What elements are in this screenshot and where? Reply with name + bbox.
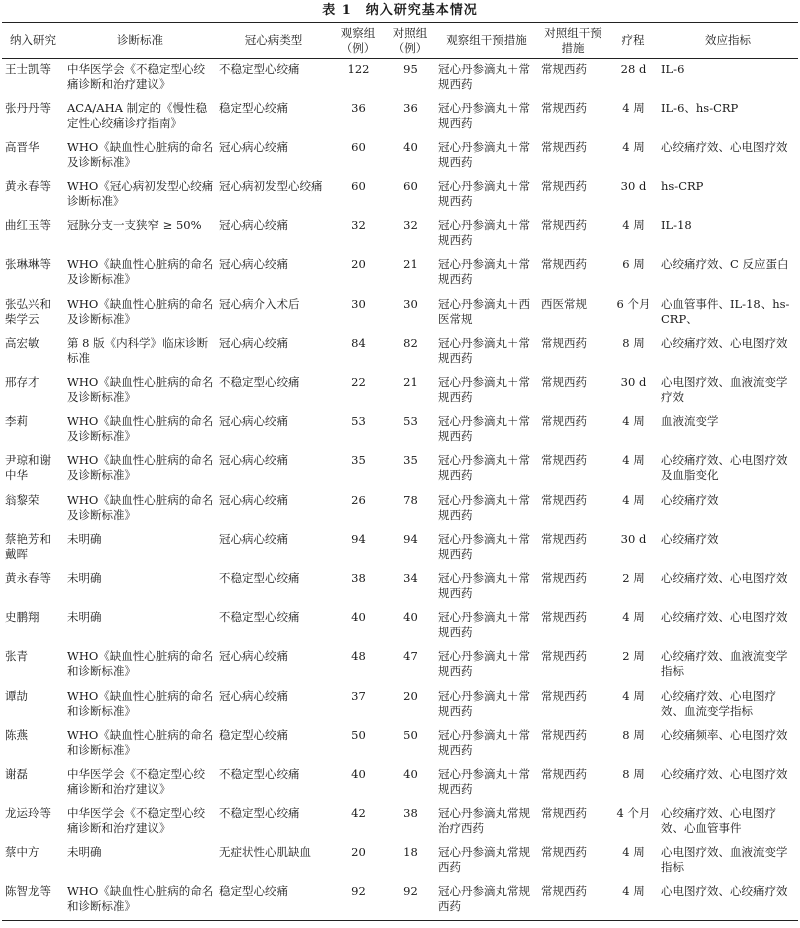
cell-duration: 30 d bbox=[620, 179, 647, 194]
cell-control-n: 40 bbox=[403, 139, 418, 154]
cell-duration: 2 周 bbox=[622, 570, 645, 585]
cell-outcomes: 心血管事件、IL-18、hs-CRP、 bbox=[661, 296, 790, 326]
cell-study: 史鹏翔 bbox=[5, 610, 40, 625]
cell-observe-n: 22 bbox=[351, 375, 366, 389]
cell-duration: 8 周 bbox=[622, 335, 645, 350]
header-study: 纳入研究 bbox=[10, 33, 56, 47]
cell-duration: 8 周 bbox=[622, 727, 645, 742]
cell-observe-n: 30 bbox=[351, 296, 366, 311]
table-row bbox=[2, 764, 798, 803]
cell-outcomes: 心绞痛疗效、血液流变学指标 bbox=[661, 649, 788, 679]
table-row bbox=[2, 607, 798, 646]
cell-type: 稳定型心绞痛 bbox=[219, 100, 288, 115]
cell-control-intervention: 常规西药 bbox=[541, 727, 587, 742]
table-row bbox=[2, 98, 798, 137]
cell-control-intervention: 常规西药 bbox=[541, 492, 587, 507]
header-duration: 疗程 bbox=[621, 33, 645, 47]
cell-type: 冠心病心绞痛 bbox=[219, 414, 288, 429]
cell-observe-n: 26 bbox=[351, 492, 366, 507]
cell-duration: 8 周 bbox=[622, 766, 645, 781]
cell-study: 尹琼和谢中华 bbox=[5, 453, 51, 483]
cell-study: 张琳琳等 bbox=[5, 257, 51, 272]
cell-control-intervention: 常规西药 bbox=[541, 610, 587, 625]
cell-observe-intervention: 冠心丹参滴丸＋常规西药 bbox=[438, 414, 530, 444]
table-row bbox=[2, 725, 798, 764]
cell-control-n: 92 bbox=[403, 884, 418, 899]
cell-control-n: 36 bbox=[403, 100, 418, 115]
cell-observe-n: 40 bbox=[351, 766, 366, 781]
cell-criteria: WHO《缺血性心脏病的命名和诊断标准》 bbox=[67, 688, 214, 718]
cell-study: 蔡中方 bbox=[5, 845, 40, 860]
table-caption: 表 1 纳入研究基本情况 bbox=[322, 3, 478, 18]
table-row bbox=[2, 803, 798, 842]
cell-outcomes: 心绞痛疗效、心电图疗效 bbox=[661, 570, 788, 585]
cell-control-n: 32 bbox=[403, 218, 418, 233]
cell-outcomes: 心电图疗效、血液流变学疗效 bbox=[661, 375, 788, 404]
cell-criteria: 未明确 bbox=[67, 531, 102, 546]
table-row bbox=[2, 254, 798, 293]
cell-observe-intervention: 冠心丹参滴丸＋常规西药 bbox=[438, 688, 530, 718]
cell-observe-n: 36 bbox=[351, 100, 366, 115]
cell-duration: 4 周 bbox=[622, 845, 645, 860]
cell-control-intervention: 西医常规 bbox=[541, 296, 587, 311]
cell-duration: 6 周 bbox=[622, 257, 645, 272]
cell-type: 不稳定型心绞痛 bbox=[219, 610, 300, 625]
table-row bbox=[2, 686, 798, 725]
cell-study: 邢存才 bbox=[5, 375, 40, 389]
cell-outcomes: hs-CRP bbox=[661, 179, 704, 194]
cell-duration: 6 个月 bbox=[616, 296, 651, 311]
cell-outcomes: 心绞痛疗效、心电图疗效 bbox=[661, 335, 788, 350]
cell-outcomes: 心电图疗效、血液流变学指标 bbox=[661, 845, 788, 875]
table-row bbox=[2, 842, 798, 881]
cell-observe-n: 53 bbox=[351, 414, 366, 429]
table-row bbox=[2, 137, 798, 176]
cell-outcomes: IL-18 bbox=[661, 218, 692, 233]
cell-control-n: 40 bbox=[403, 610, 418, 625]
cell-outcomes: 心绞痛疗效、心电图疗效 bbox=[661, 610, 788, 625]
cell-control-n: 21 bbox=[403, 375, 418, 389]
cell-observe-n: 60 bbox=[351, 179, 366, 194]
cell-control-intervention: 常规西药 bbox=[541, 257, 587, 272]
cell-duration: 4 周 bbox=[622, 610, 645, 625]
cell-control-intervention: 常规西药 bbox=[541, 688, 587, 703]
header-outcomes: 效应指标 bbox=[705, 33, 751, 47]
cell-control-n: 21 bbox=[403, 257, 418, 272]
table-row bbox=[2, 294, 798, 333]
cell-study: 黄永春等 bbox=[5, 179, 51, 194]
cell-duration: 4 周 bbox=[622, 218, 645, 233]
cell-observe-intervention: 冠心丹参滴丸常规西药 bbox=[438, 884, 530, 914]
cell-observe-intervention: 冠心丹参滴丸＋常规西药 bbox=[438, 139, 530, 169]
cell-outcomes: 心绞痛疗效 bbox=[661, 531, 719, 546]
cell-control-intervention: 常规西药 bbox=[541, 453, 587, 468]
cell-observe-intervention: 冠心丹参滴丸常规治疗西药 bbox=[438, 806, 530, 836]
cell-type: 冠心病心绞痛 bbox=[219, 531, 288, 546]
header-observe-n: 观察组（例） bbox=[340, 25, 376, 55]
cell-control-n: 82 bbox=[403, 335, 418, 350]
cell-control-n: 34 bbox=[403, 570, 418, 585]
cell-criteria: 中华医学会《不稳定型心绞痛诊断和治疗建议》 bbox=[67, 62, 205, 91]
cell-observe-intervention: 冠心丹参滴丸＋常规西药 bbox=[438, 179, 530, 209]
cell-type: 稳定型心绞痛 bbox=[219, 727, 288, 742]
cell-criteria: WHO《缺血性心脏病的命名及诊断标准》 bbox=[67, 375, 214, 404]
cell-control-n: 47 bbox=[403, 649, 418, 664]
cell-duration: 4 个月 bbox=[616, 806, 651, 821]
header-type: 冠心病类型 bbox=[244, 33, 303, 47]
cell-control-intervention: 常规西药 bbox=[541, 884, 587, 899]
cell-control-n: 20 bbox=[403, 688, 418, 703]
cell-duration: 4 周 bbox=[622, 453, 645, 468]
cell-observe-n: 32 bbox=[351, 218, 366, 233]
cell-criteria: WHO《缺血性心脏病的命名和诊断标准》 bbox=[67, 884, 214, 914]
cell-outcomes: 心绞痛频率、心电图疗效 bbox=[661, 727, 788, 742]
cell-observe-intervention: 冠心丹参滴丸常规西药 bbox=[438, 845, 530, 875]
cell-observe-intervention: 冠心丹参滴丸＋常规西药 bbox=[438, 531, 530, 561]
cell-observe-n: 37 bbox=[351, 688, 366, 703]
cell-criteria: 未明确 bbox=[67, 845, 102, 860]
cell-duration: 30 d bbox=[620, 375, 647, 389]
cell-type: 冠心病心绞痛 bbox=[219, 492, 288, 507]
table-row bbox=[2, 529, 798, 568]
cell-type: 冠心病介入术后 bbox=[219, 296, 300, 311]
cell-observe-n: 35 bbox=[351, 453, 366, 468]
cell-study: 翁黎荣 bbox=[5, 492, 40, 507]
cell-criteria: 冠脉分支一支狭窄 ≥ 50% bbox=[67, 218, 202, 233]
header-control-intervention: 对照组干预措施 bbox=[544, 25, 602, 55]
cell-observe-intervention: 冠心丹参滴丸＋常规西药 bbox=[438, 727, 530, 757]
cell-control-intervention: 常规西药 bbox=[541, 100, 587, 115]
table-row bbox=[2, 333, 798, 372]
cell-type: 冠心病心绞痛 bbox=[219, 257, 288, 272]
cell-observe-intervention: 冠心丹参滴丸＋常规西药 bbox=[438, 766, 530, 796]
cell-study: 陈智龙等 bbox=[5, 884, 51, 899]
cell-study: 曲红玉等 bbox=[5, 218, 51, 233]
header-criteria: 诊断标准 bbox=[117, 33, 163, 47]
cell-observe-n: 92 bbox=[351, 884, 366, 899]
cell-outcomes: IL-6、hs-CRP bbox=[661, 100, 739, 115]
cell-control-intervention: 常规西药 bbox=[541, 179, 587, 194]
table-body bbox=[2, 59, 798, 921]
cell-criteria: WHO《缺血性心脏病的命名及诊断标准》 bbox=[67, 139, 214, 169]
cell-observe-intervention: 冠心丹参滴丸＋常规西药 bbox=[438, 610, 530, 640]
cell-control-n: 38 bbox=[403, 806, 418, 821]
cell-observe-n: 38 bbox=[351, 570, 366, 585]
cell-type: 不稳定型心绞痛 bbox=[219, 806, 300, 821]
table-row bbox=[2, 176, 798, 215]
cell-observe-intervention: 冠心丹参滴丸＋常规西药 bbox=[438, 218, 530, 248]
cell-observe-n: 20 bbox=[351, 257, 366, 272]
cell-criteria: WHO《缺血性心脏病的命名和诊断标准》 bbox=[67, 727, 214, 757]
cell-criteria: 第 8 版《内科学》临床诊断标准 bbox=[67, 335, 209, 365]
cell-observe-intervention: 冠心丹参滴丸＋常规西药 bbox=[438, 257, 530, 287]
cell-observe-n: 94 bbox=[351, 531, 366, 546]
cell-observe-intervention: 冠心丹参滴丸＋常规西药 bbox=[438, 453, 530, 483]
cell-type: 冠心病心绞痛 bbox=[219, 453, 288, 468]
cell-duration: 4 周 bbox=[622, 100, 645, 115]
cell-control-n: 78 bbox=[403, 492, 418, 507]
cell-study: 张青 bbox=[5, 649, 28, 664]
cell-study: 高宏敏 bbox=[5, 335, 40, 350]
cell-type: 冠心病心绞痛 bbox=[219, 139, 288, 154]
cell-control-intervention: 常规西药 bbox=[541, 845, 587, 860]
cell-type: 无症状性心肌缺血 bbox=[219, 845, 311, 860]
cell-study: 张丹丹等 bbox=[5, 100, 51, 115]
cell-study: 黄永春等 bbox=[5, 570, 51, 585]
table-row bbox=[2, 450, 798, 489]
cell-observe-intervention: 冠心丹参滴丸＋常规西药 bbox=[438, 62, 530, 91]
cell-observe-intervention: 冠心丹参滴丸＋西医常规 bbox=[438, 296, 530, 326]
cell-control-n: 40 bbox=[403, 766, 418, 781]
cell-observe-n: 48 bbox=[351, 649, 366, 664]
cell-observe-n: 20 bbox=[351, 845, 366, 860]
table-header bbox=[2, 23, 798, 59]
cell-type: 不稳定型心绞痛 bbox=[219, 766, 300, 781]
cell-study: 蔡艳芳和戴晖 bbox=[5, 531, 51, 561]
cell-observe-n: 40 bbox=[351, 610, 366, 625]
cell-criteria: WHO《缺血性心脏病的命名及诊断标准》 bbox=[67, 257, 214, 287]
cell-control-n: 95 bbox=[403, 62, 418, 76]
cell-criteria: WHO《缺血性心脏病的命名和诊断标准》 bbox=[67, 649, 214, 679]
cell-criteria: 未明确 bbox=[67, 570, 102, 585]
table-row bbox=[2, 411, 798, 450]
cell-type: 不稳定型心绞痛 bbox=[219, 570, 300, 585]
cell-control-intervention: 常规西药 bbox=[541, 531, 587, 546]
cell-type: 冠心病心绞痛 bbox=[219, 218, 288, 233]
cell-duration: 2 周 bbox=[622, 649, 645, 664]
cell-criteria: WHO《缺血性心脏病的命名及诊断标准》 bbox=[67, 453, 214, 483]
cell-type: 冠心病心绞痛 bbox=[219, 335, 288, 350]
cell-outcomes: 心绞痛疗效、心电图疗效 bbox=[661, 139, 788, 154]
cell-duration: 28 d bbox=[620, 62, 647, 76]
cell-observe-intervention: 冠心丹参滴丸＋常规西药 bbox=[438, 100, 530, 130]
cell-observe-intervention: 冠心丹参滴丸＋常规西药 bbox=[438, 570, 530, 600]
cell-control-intervention: 常规西药 bbox=[541, 62, 587, 76]
cell-criteria: 中华医学会《不稳定型心绞痛诊断和治疗建议》 bbox=[67, 766, 205, 796]
cell-study: 龙运玲等 bbox=[5, 806, 51, 821]
cell-criteria: 中华医学会《不稳定型心绞痛诊断和治疗建议》 bbox=[67, 806, 205, 836]
cell-observe-intervention: 冠心丹参滴丸＋常规西药 bbox=[438, 649, 530, 679]
cell-outcomes: 心电图疗效、心绞痛疗效 bbox=[661, 884, 788, 899]
cell-control-intervention: 常规西药 bbox=[541, 806, 587, 821]
cell-criteria: WHO《缺血性心脏病的命名及诊断标准》 bbox=[67, 296, 214, 326]
cell-duration: 4 周 bbox=[622, 414, 645, 429]
table-row bbox=[2, 59, 798, 98]
cell-duration: 4 周 bbox=[622, 492, 645, 507]
cell-duration: 30 d bbox=[620, 531, 647, 546]
cell-control-n: 18 bbox=[403, 845, 418, 860]
cell-criteria: 未明确 bbox=[67, 610, 102, 625]
cell-criteria: WHO《冠心病初发型心绞痛诊断标准》 bbox=[67, 179, 214, 209]
cell-study: 高晋华 bbox=[5, 139, 40, 154]
table-row bbox=[2, 881, 798, 920]
cell-observe-intervention: 冠心丹参滴丸＋常规西药 bbox=[438, 375, 530, 404]
table-row bbox=[2, 490, 798, 529]
cell-type: 冠心病心绞痛 bbox=[219, 649, 288, 664]
cell-study: 陈燕 bbox=[5, 727, 28, 742]
cell-criteria: ACA/AHA 制定的《慢性稳定性心绞痛诊疗指南》 bbox=[67, 100, 208, 130]
study-table bbox=[2, 22, 798, 921]
cell-control-intervention: 常规西药 bbox=[541, 335, 587, 350]
cell-control-n: 50 bbox=[403, 727, 418, 742]
cell-duration: 4 周 bbox=[622, 688, 645, 703]
cell-criteria: WHO《缺血性心脏病的命名及诊断标准》 bbox=[67, 492, 214, 522]
table-row bbox=[2, 215, 798, 254]
cell-control-n: 60 bbox=[403, 179, 418, 194]
cell-observe-n: 84 bbox=[351, 335, 366, 350]
cell-control-n: 30 bbox=[403, 296, 418, 311]
cell-outcomes: 心绞痛疗效、心电图疗效、血流变学指标 bbox=[661, 688, 776, 718]
cell-control-n: 53 bbox=[403, 414, 418, 429]
cell-control-intervention: 常规西药 bbox=[541, 766, 587, 781]
header-control-n: 对照组（例） bbox=[392, 25, 428, 55]
cell-type: 不稳定型心绞痛 bbox=[219, 62, 300, 76]
cell-study: 张弘兴和柴学云 bbox=[5, 296, 51, 326]
cell-study: 李莉 bbox=[5, 414, 28, 429]
cell-outcomes: 心绞痛疗效 bbox=[661, 492, 719, 507]
table-row bbox=[2, 568, 798, 607]
header-observe-intervention: 观察组干预措施 bbox=[446, 33, 527, 47]
cell-control-intervention: 常规西药 bbox=[541, 414, 587, 429]
cell-observe-n: 122 bbox=[347, 62, 370, 76]
cell-control-intervention: 常规西药 bbox=[541, 139, 587, 154]
cell-type: 不稳定型心绞痛 bbox=[219, 375, 300, 389]
cell-control-intervention: 常规西药 bbox=[541, 570, 587, 585]
table-row bbox=[2, 646, 798, 685]
cell-outcomes: 心绞痛疗效、心电图疗效、心血管事件 bbox=[661, 806, 776, 836]
cell-observe-n: 42 bbox=[351, 806, 366, 821]
cell-study: 谢磊 bbox=[5, 766, 28, 781]
cell-control-intervention: 常规西药 bbox=[541, 218, 587, 233]
cell-control-intervention: 常规西药 bbox=[541, 649, 587, 664]
cell-control-n: 35 bbox=[403, 453, 418, 468]
cell-type: 冠心病心绞痛 bbox=[219, 688, 288, 703]
cell-outcomes: 心绞痛疗效、心电图疗效及血脂变化 bbox=[661, 453, 788, 483]
cell-study: 谭劼 bbox=[5, 688, 28, 703]
cell-type: 冠心病初发型心绞痛 bbox=[219, 179, 323, 194]
cell-observe-intervention: 冠心丹参滴丸＋常规西药 bbox=[438, 492, 530, 522]
cell-control-intervention: 常规西药 bbox=[541, 375, 587, 389]
header-row bbox=[2, 23, 798, 59]
cell-control-n: 94 bbox=[403, 531, 418, 546]
cell-observe-n: 60 bbox=[351, 139, 366, 154]
cell-observe-n: 50 bbox=[351, 727, 366, 742]
cell-type: 稳定型心绞痛 bbox=[219, 884, 288, 899]
cell-observe-intervention: 冠心丹参滴丸＋常规西药 bbox=[438, 335, 530, 365]
cell-study: 王士凯等 bbox=[5, 62, 51, 76]
cell-outcomes: IL-6 bbox=[661, 62, 685, 76]
cell-duration: 4 周 bbox=[622, 884, 645, 899]
cell-outcomes: 心绞痛疗效、C 反应蛋白 bbox=[661, 257, 789, 272]
cell-duration: 4 周 bbox=[622, 139, 645, 154]
cell-outcomes: 血液流变学 bbox=[661, 414, 719, 429]
cell-outcomes: 心绞痛疗效、心电图疗效 bbox=[661, 766, 788, 781]
table-row bbox=[2, 372, 798, 411]
cell-criteria: WHO《缺血性心脏病的命名及诊断标准》 bbox=[67, 414, 214, 444]
